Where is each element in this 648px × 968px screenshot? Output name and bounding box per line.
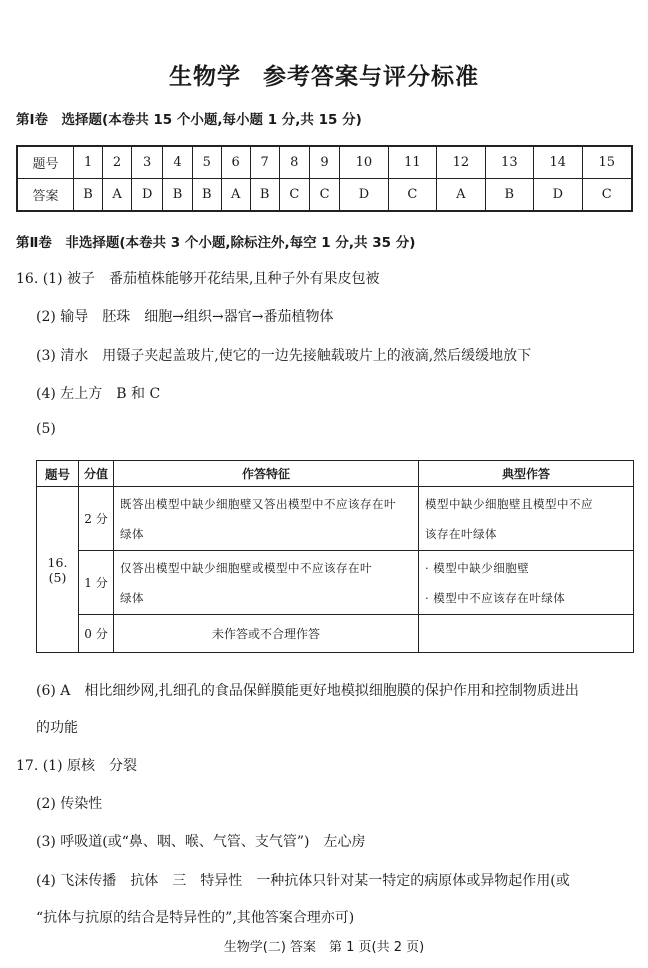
grid-question-number: 5: [192, 146, 221, 179]
page-footer: 生物学(二) 答案 第 1 页(共 2 页): [223, 940, 425, 955]
q17-part2: (2) 传染性: [36, 796, 103, 812]
grid-row-label: 题号: [17, 146, 74, 179]
grid-answer-cell: B: [192, 179, 221, 212]
typical-line: · 模型中不应该存在叶绿体: [425, 590, 566, 605]
rubric-typical: [419, 487, 634, 551]
q16-part5: (5): [36, 421, 56, 437]
grid-question-number: 10: [340, 146, 388, 179]
q16-part4: (4) 左上方 B 和 C: [36, 386, 161, 402]
rubric-header-row: [37, 461, 634, 487]
section-2-heading: 第Ⅱ卷 非选择题(本卷共 3 个小题,除标注外,每空 1 分,共 35 分): [16, 235, 416, 251]
grid-question-number: 13: [485, 146, 533, 179]
grid-answer-cell: B: [250, 179, 279, 212]
grid-answer-cell: B: [74, 179, 103, 212]
grid-answer-cell: B: [163, 179, 192, 212]
rubric-row: [37, 551, 634, 615]
title-main: 参考答案与评分标准: [263, 64, 479, 90]
feature-line: 仅答出模型中缺少细胞壁或模型中不应该存在叶: [120, 560, 372, 575]
grid-answer-cell: C: [309, 179, 339, 212]
q16-part6-line2: 的功能: [36, 720, 78, 736]
grid-question-number: 6: [221, 146, 250, 179]
rubric-feature: [114, 487, 419, 551]
typical-line: · 模型中缺少细胞壁: [425, 560, 530, 575]
q16-part1: 16. (1) 被子 番茄植株能够开花结果,且种子外有果皮包被: [16, 271, 380, 287]
rubric-header: 作答特征: [114, 461, 419, 487]
q17-part3: (3) 呼吸道(或“鼻、咽、喉、气管、支气管”) 左心房: [36, 834, 366, 850]
grid-question-number: 9: [309, 146, 339, 179]
grid-question-number: 11: [388, 146, 436, 179]
q16-part6-line1: (6) A 相比细纱网,扎细孔的食品保鲜膜能更好地模拟细胞膜的保护作用和控制物质进出: [36, 683, 579, 699]
q16-part2: (2) 输导 胚珠 细胞→组织→器官→番茄植物体: [36, 309, 334, 325]
rubric-score: 2 分: [79, 487, 114, 551]
grid-row-label: 答案: [17, 179, 74, 212]
grid-answer-cell: C: [279, 179, 309, 212]
grid-answer-cell: C: [582, 179, 632, 212]
grid-answer-cell: D: [131, 179, 163, 212]
grid-question-number: 15: [582, 146, 632, 179]
section-1-heading: 第Ⅰ卷 选择题(本卷共 15 个小题,每小题 1 分,共 15 分): [16, 112, 362, 128]
grid-answer-cell: A: [437, 179, 485, 212]
q17-part1: 17. (1) 原核 分裂: [16, 758, 137, 774]
rubric-row: [37, 487, 634, 551]
grid-answer-cell: A: [103, 179, 132, 212]
rubric-feature: [114, 551, 419, 615]
feature-line: 绿体: [120, 526, 144, 541]
grid-question-number: 2: [103, 146, 132, 179]
grid-question-number: 12: [437, 146, 485, 179]
rubric-score: 1 分: [79, 551, 114, 615]
grid-question-number: 8: [279, 146, 309, 179]
grid-answer-cell: B: [485, 179, 533, 212]
rubric-header: 典型作答: [419, 461, 634, 487]
rubric-header: 分值: [79, 461, 114, 487]
grid-answer-cell: D: [340, 179, 388, 212]
q17-part4-line2: “抗体与抗原的结合是特异性的”,其他答案合理亦可): [36, 910, 355, 926]
grid-question-number: 7: [250, 146, 279, 179]
rubric-row: [37, 615, 634, 653]
grid-question-number: 14: [534, 146, 582, 179]
grid-answer-row: [17, 179, 632, 212]
q16-part3: (3) 清水 用镊子夹起盖玻片,使它的一边先接触载玻片上的液滴,然后缓缓地放下: [36, 348, 532, 364]
grid-answer-cell: A: [221, 179, 250, 212]
rubric-question-cell: 16. (5): [37, 487, 79, 653]
typical-line: 模型中缺少细胞壁且模型中不应: [425, 496, 593, 511]
grid-question-number: 4: [163, 146, 192, 179]
grid-answer-cell: C: [388, 179, 436, 212]
typical-line: 该存在叶绿体: [425, 526, 497, 541]
rubric-header: 题号: [37, 461, 79, 487]
title-subject: 生物学: [169, 64, 241, 90]
grid-question-number: 3: [131, 146, 163, 179]
rubric-typical: [419, 615, 634, 653]
rubric-feature: 未作答或不合理作答: [114, 615, 419, 653]
feature-line: 既答出模型中缺少细胞壁又答出模型中不应该存在叶: [120, 496, 396, 511]
page-title: [0, 58, 648, 91]
answer-grid: [16, 145, 633, 212]
grid-question-number: 1: [74, 146, 103, 179]
grid-answer-cell: D: [534, 179, 582, 212]
grid-number-row: [17, 146, 632, 179]
q17-part4-line1: (4) 飞沫传播 抗体 三 特异性 一种抗体只针对某一特定的病原体或异物起作用(或: [36, 873, 570, 889]
scoring-rubric-table: [36, 460, 634, 653]
rubric-typical: [419, 551, 634, 615]
feature-line: 绿体: [120, 590, 144, 605]
rubric-score: 0 分: [79, 615, 114, 653]
